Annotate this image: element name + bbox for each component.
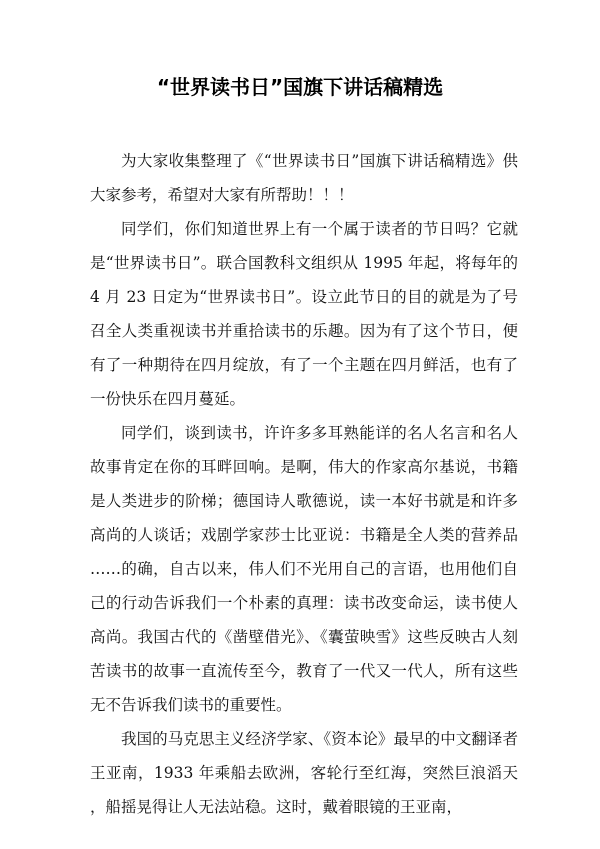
paragraph-famous-quotes: 同学们，谈到读书，许许多多耳熟能详的名人名言和名人故事肯定在你的耳畔回响。是啊，伟大的作家高尔基说，书籍是人类进步的阶梯；德国诗人歌德说，读一本好书就是和许多高尚的人谈话；戏剧学家莎士比亚说：书籍是全人类的营养品……的确，自古以来，伟人们不光用自己的言语，也用他们自己的行动告诉我们一个朴素的真理：读书改变命运，读书使人高尚。我国古代的《凿壁借光》、《囊萤映雪》这些反映古人刻苦读书的故事一直流传至今，教育了一代又一代人，所有这些无不告诉我们读书的重要性。 (90, 424, 518, 714)
paragraph-intro: 为大家收集整理了《“世界读书日”国旗下讲话稿精选》供大家参考，希望对大家有所帮助！！！ (90, 152, 518, 204)
document-body (90, 144, 518, 824)
document-title: “世界读书日”国旗下讲话稿精选 (156, 75, 444, 99)
paragraph-wang-yanan: 我国的马克思主义经济学家、《资本论》最早的中文翻译者王亚南，1933 年乘船去欧洲，客轮行至红海，突然巨浪滔天，船摇晃得让人无法站稳。这时，戴着眼镜的王亚南， (90, 730, 518, 816)
paragraph-reading-day: 同学们，你们知道世界上有一个属于读者的节日吗？它就是“世界读书日”。联合国教科文组织从 1995 年起，将每年的 4 月 23 日定为“世界读书日”。设立此节日的目的就是为了号召全人类重视读书并重拾读书的乐趣。因为有了这个节日，便有了一种期待在四月绽放，有了一个主题在四月鲜活，也有了一份快乐在四月蔓延。 (90, 220, 518, 408)
